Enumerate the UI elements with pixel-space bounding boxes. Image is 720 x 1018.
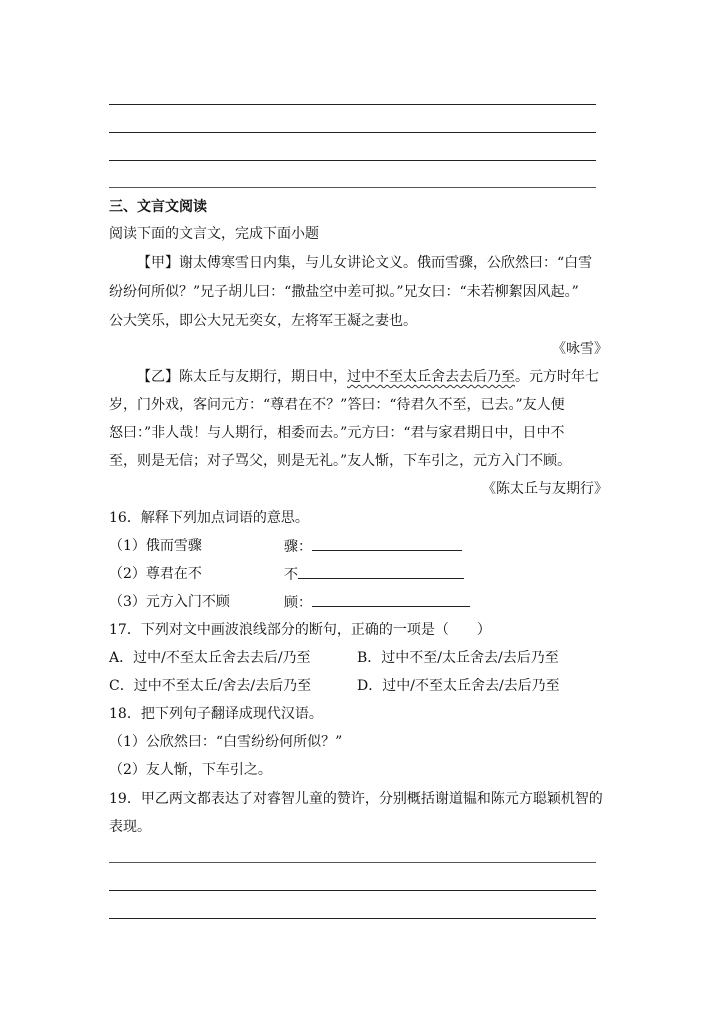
section-heading: 三、文言文阅读 bbox=[109, 199, 207, 215]
answer-line[interactable] bbox=[109, 160, 596, 161]
q16-item-answer bbox=[284, 592, 470, 613]
question-19-stem: 19．甲乙两文都表达了对睿智儿童的赞许，分别概括谢道韫和陈元方聪颖机智的 bbox=[109, 791, 603, 807]
q16-item-word: 顾： bbox=[284, 595, 312, 611]
q17-option-b[interactable]: B．过中不至/太丘舍去/去后乃至 bbox=[357, 650, 559, 666]
question-17-stem: 17．下列对文中画波浪线部分的断句，正确的一项是（ ） bbox=[109, 622, 491, 638]
answer-blank[interactable] bbox=[312, 592, 470, 607]
q16-item-phrase: （2）尊君在不 bbox=[109, 566, 202, 582]
answer-line[interactable] bbox=[109, 862, 596, 863]
answer-blank[interactable] bbox=[312, 536, 462, 551]
answer-line[interactable] bbox=[109, 890, 596, 891]
q17-option-c[interactable]: C．过中不至太丘/舍去/去后乃至 bbox=[109, 678, 312, 694]
q16-item-phrase: （3）元方入门不顾 bbox=[109, 594, 230, 610]
passage-b-line bbox=[137, 367, 599, 387]
answer-line[interactable] bbox=[109, 187, 596, 188]
question-18-stem: 18．把下列句子翻译成现代汉语。 bbox=[109, 706, 323, 722]
q18-item: （2）友人惭，下车引之。 bbox=[109, 762, 272, 778]
passage-b-line: 怒曰：”非人哉！与人期行，相委而去。”元方曰：“君与家君期日中，日中不 bbox=[109, 425, 565, 441]
question-19-stem: 表现。 bbox=[109, 819, 151, 835]
section-instruction: 阅读下面的文言文，完成下面小题 bbox=[109, 226, 319, 242]
answer-blank[interactable] bbox=[298, 564, 464, 579]
q16-item-word: 骤： bbox=[284, 539, 312, 555]
passage-a-line: 【甲】谢太傅寒雪日内集，与儿女讲论文义。俄而雪骤，公欣然曰：“白雪 bbox=[137, 255, 593, 271]
q17-option-d[interactable]: D．过中/不至太丘舍去/去后乃至 bbox=[357, 678, 560, 694]
q17-option-a[interactable]: A．过中/不至太丘舍去去后/乃至 bbox=[109, 650, 311, 666]
passage-b-source: 《陈太丘与友期行》 bbox=[482, 481, 608, 497]
q16-item-answer bbox=[284, 536, 462, 557]
answer-line[interactable] bbox=[109, 104, 596, 105]
wavy-underlined-phrase: 过中不至太丘舍去去后乃至 bbox=[347, 369, 515, 385]
passage-a-line: 纷纷何所似？”兄子胡儿曰：“撒盐空中差可拟。”兄女曰：“未若柳絮因风起。” bbox=[109, 284, 579, 300]
answer-line[interactable] bbox=[109, 132, 596, 133]
question-16-stem: 16．解释下列加点词语的意思。 bbox=[109, 510, 309, 526]
passage-a-line: 公大笑乐，即公大兄无奕女，左将军王凝之妻也。 bbox=[109, 313, 417, 329]
passage-b-text: 。元方时年七 bbox=[515, 369, 599, 385]
q16-item-word: 不 bbox=[284, 567, 298, 583]
passage-b-line: 至，则是无信；对子骂父，则是无礼。”友人惭，下车引之，元方入门不顾。 bbox=[109, 453, 572, 469]
q16-item-answer bbox=[284, 564, 464, 585]
passage-b-line: 岁，门外戏，客问元方：“尊君在不？”答曰：“待君久不至，已去。”友人便 bbox=[109, 397, 565, 413]
answer-line[interactable] bbox=[109, 918, 596, 919]
passage-b-text: 【乙】陈太丘与友期行，期日中， bbox=[137, 369, 347, 385]
passage-a-source: 《咏雪》 bbox=[552, 341, 608, 357]
q18-item: （1）公欣然曰：“白雪纷纷何所似？” bbox=[109, 734, 343, 750]
q16-item-phrase: （1）俄而雪骤 bbox=[109, 538, 202, 554]
